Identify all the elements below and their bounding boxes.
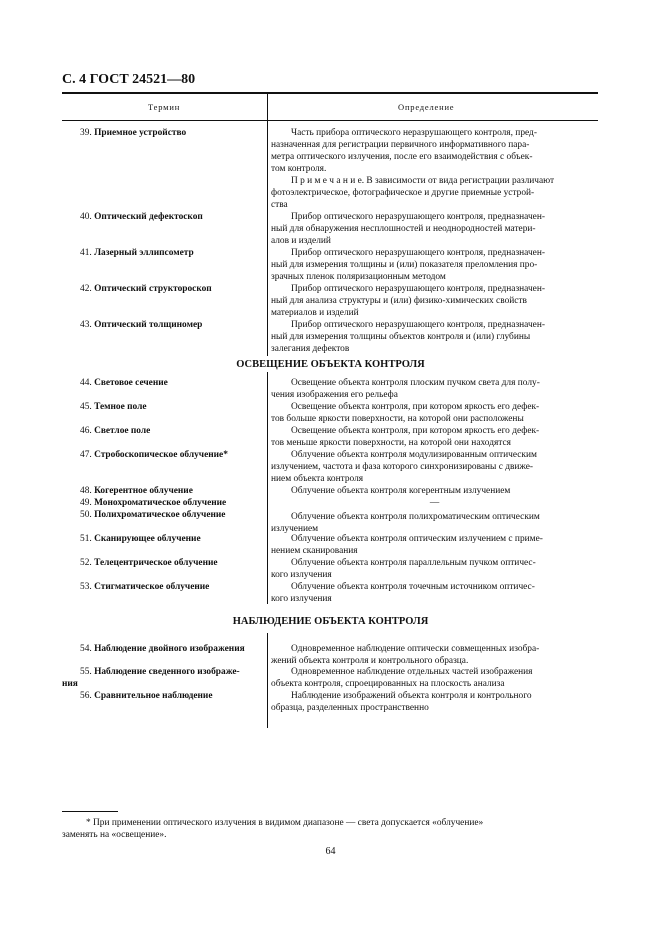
definition: Одновременное наблюдение оптически совмещенных изобра- жений объекта контроля и контрольного образца. [271, 644, 540, 666]
definition: Прибор оптического неразрушающего контроля, предназначен- ный для измерения толщины и (или) показателя преломления про- зрачных пленок поляризационным методом [271, 248, 545, 282]
definition: Облучение объекта контроля оптическим излучением с приме- нением сканирования [271, 534, 543, 556]
term-row: 50. Полихроматическое облучение [80, 510, 226, 520]
table-top-rule [62, 92, 598, 94]
column-divider-2 [267, 372, 268, 604]
definition: Облучение объекта контроля когерентным излучением [291, 486, 511, 496]
term-continuation: ния [62, 679, 78, 689]
page-number: 64 [325, 846, 336, 857]
column-header-definition: Определение [398, 102, 455, 112]
column-divider-1 [267, 120, 268, 356]
term-row: 40. Оптический дефектоскоп [80, 212, 203, 222]
footnote-rule [62, 811, 118, 812]
term-row: 44. Световое сечение [80, 378, 168, 388]
term-row: 47. Стробоскопическое облучение* [80, 450, 228, 460]
term-row: 43. Оптический толщиномер [80, 320, 203, 330]
term-row: 52. Телецентрическое облучение [80, 558, 218, 568]
column-header-term: Термин [148, 102, 181, 112]
definition: Освещение объекта контроля плоским пучком света для полу- чения изображения его рельефа [271, 378, 540, 400]
note: П р и м е ч а н и е. В зависимости от вида регистрации различают фотоэлектрическое, фотографическое и другие приемные устрой- ства [271, 176, 555, 210]
term-row: 51. Сканирующее облучение [80, 534, 201, 544]
term-row: 46. Светлое поле [80, 426, 151, 436]
term-row: 53. Стигматическое облучение [80, 582, 210, 592]
definition: Наблюдение изображений объекта контроля и контрольного образца, разделенных пространственно [271, 691, 532, 713]
term-row: 41. Лазерный эллипсометр [80, 248, 194, 258]
column-divider-3 [267, 633, 268, 728]
definition: Освещение объекта контроля, при котором яркость его дефек- тов больше яркости поверхности, на которой они расположены [271, 402, 540, 424]
term-row: 42. Оптический структороскоп [80, 284, 212, 294]
definition: Прибор оптического неразрушающего контроля, предназначен- ный для измерения толщины объектов контроля и (или) глубины залегания дефектов [271, 320, 545, 354]
section-heading: ОСВЕЩЕНИЕ ОБЪЕКТА КОНТРОЛЯ [236, 359, 425, 370]
definition: Облучение объекта контроля полихроматическим оптическим излучением [271, 512, 540, 534]
page-header: С. 4 ГОСТ 24521—80 [62, 72, 196, 87]
definition: Часть прибора оптического неразрушающего контроля, пред- назначенная для регистрации первичного информативного пара- метра оптического излучения, после его взаимодействия с объек- том контроля. [271, 128, 537, 174]
term-row: 49. Монохроматическое облучение [80, 498, 227, 508]
definition: Освещение объекта контроля, при котором яркость его дефек- тов меньше яркости поверхности, на которой они находятся [271, 426, 540, 448]
section-heading: НАБЛЮДЕНИЕ ОБЪЕКТА КОНТРОЛЯ [232, 616, 429, 627]
footnote: * При применении оптического излучения в видимом диапазоне — света допускается «облучение» заменять на «освещение». [62, 818, 484, 840]
term-row: 48. Когерентное облучение [80, 486, 193, 496]
definition: Одновременное наблюдение отдельных частей изображения объекта контроля, спроецированных на плоскость анализа [271, 667, 533, 689]
definition: — [429, 498, 440, 508]
definition: Облучение объекта контроля параллельным пучком оптичес- кого излучения [271, 558, 536, 580]
header-column-divider [267, 92, 268, 120]
term-row: 39. Приемное устройство [80, 128, 187, 138]
term-row: 56. Сравнительное наблюдение [80, 691, 213, 701]
definition: Облучение объекта контроля модулизированным оптическим излучением, частота и фаза которого синхронизированы с движе- нием объекта контроля [271, 450, 537, 484]
term-row: 55. Наблюдение сведенного изображе- [80, 667, 240, 677]
term-row: 54. Наблюдение двойного изображения [80, 644, 245, 654]
term-row: 45. Темное поле [80, 402, 147, 412]
table-header-rule [62, 120, 598, 121]
definition: Прибор оптического неразрушающего контроля, предназначен- ный для обнаружения несплошностей и неоднородностей матери- алов и изделий [271, 212, 545, 246]
definition: Прибор оптического неразрушающего контроля, предназначен- ный для анализа структуры и (или) физико-химических свойств материалов и изделий [271, 284, 545, 318]
definition: Облучение объекта контроля точечным источником оптичес- кого излучения [271, 582, 535, 604]
